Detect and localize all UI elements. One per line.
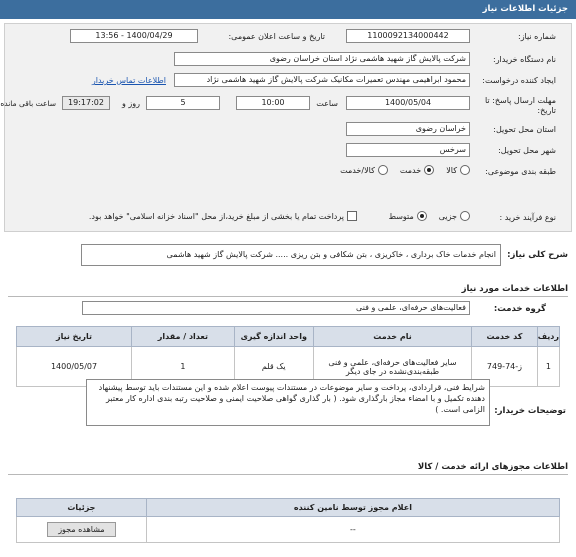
announce-date-label: تاریخ و ساعت اعلان عمومی: [228,32,325,41]
permits-table [16,498,560,543]
creator-label: ایجاد کننده درخواست: [482,76,556,85]
table-header: نام خدمت [313,327,471,347]
radio-icon [378,165,388,175]
deadline-label: مهلت ارسال پاسخ: تا [484,96,556,105]
table-header: اعلام مجوز توسط نامین کننده [146,499,559,517]
radio-icon [460,211,470,221]
need-number-field: 1100092134000442 [346,29,470,43]
radio-selected-icon [417,211,427,221]
creator-field: محمود ابراهیمی مهندس تعمیرات مکانیک شرکت پالایش گاز شهید هاشمی نژاد [174,73,470,87]
service-code-cell: ز-74-749 [472,347,538,387]
permit-status-cell: -- [146,517,559,543]
table-header: واحد اندازه گیری [234,327,313,347]
remaining-time-label: ساعت باقی مانده [0,99,56,108]
city-label: شهر محل تحویل: [498,146,556,155]
section-divider [8,474,568,475]
category-label: طبقه بندی موضوعی: [485,167,556,176]
radio-icon [460,165,470,175]
need-date-cell: 1400/05/07 [17,347,132,387]
services-section-title: اطلاعات خدمات مورد نیاز [461,284,568,294]
process-medium-option[interactable]: متوسط [389,211,427,221]
permit-details-cell [17,517,147,543]
table-header-row [17,327,560,347]
category-options [340,165,470,175]
service-group-label: گروه خدمت: [493,304,546,314]
radio-selected-icon [424,165,434,175]
buyer-contact-link[interactable]: اطلاعات تماس خریدار [91,76,166,85]
buyer-name-field: شرکت پالایش گاز شهید هاشمی نژاد استان خراسان رضوی [174,52,470,66]
table-header: کد خدمت [472,327,538,347]
table-header: تاریخ نیاز [17,327,132,347]
checkbox-icon [347,211,357,221]
table-header: تعداد / مقدار [132,327,235,347]
buyer-description-field: شرایط فنی، قراردادی، پرداخت و سایر موضوعات در مستندات پیوست اعلام شده و این مستندات باید توسط پیشنهاد دهنده تکمیل و با امضاء مجاز بارگذاری شود. ( بار گذاری گواهی صلاحیت ایمنی و صلاحیت رتبه بندی اداره کار معتبر الزامی است. ) [86,379,490,426]
deadline-time-field: 10:00 [236,96,310,110]
treasury-payment-text: پرداخت تمام یا بخشی از مبلغ خرید،از محل "اسناد خزانه اسلامی" خواهد بود. [88,211,344,221]
unit-cell: یک قلم [234,347,313,387]
process-label: نوع فرآیند خرید : [499,213,556,222]
service-group-field: فعالیت‌های حرفه‌ای، علمی و فنی [82,301,470,315]
category-goods-service-option[interactable]: کالا/خدمت [340,165,388,175]
province-field: خراسان رضوی [346,122,470,136]
treasury-payment-checkbox[interactable] [89,211,357,221]
services-table [16,326,560,387]
table-header-row [17,499,560,517]
section-divider [8,296,568,297]
process-options [389,211,470,221]
table-header: جزئیات [17,499,147,517]
row-number-cell: 1 [537,347,559,387]
quantity-cell: 1 [132,347,235,387]
page-title: جزئیات اطلاعات نیاز [482,4,568,14]
city-field: سرخس [346,143,470,157]
province-label: استان محل تحویل: [493,125,556,134]
deadline-date-field: 1400/05/04 [346,96,470,110]
view-permit-button[interactable]: مشاهده مجوز [47,522,115,537]
permits-section-title: اطلاعات مجوزهای ارائه خدمت / کالا [417,462,568,472]
summary-field: انجام خدمات خاک برداری ، خاکریزی ، بتن شکافی و بتن ریزی ..... شرکت پالایش گاز شهید هاشمی [81,244,501,266]
remaining-time-field: 19:17:02 [62,96,110,110]
announce-date-field: 1400/04/29 - 13:56 [70,29,198,43]
deadline-time-label: ساعت [316,99,338,108]
deadline-date-label: تاریخ: [537,106,556,115]
page-header [0,0,576,19]
process-minor-option[interactable]: جزیی [439,211,470,221]
need-number-label: شماره نیاز: [518,32,556,41]
remaining-days-field: 5 [146,96,220,110]
buyer-name-label: نام دستگاه خریدار: [493,55,556,64]
buyer-description-label: توضیحات خریدار: [494,406,566,416]
category-goods-option[interactable]: کالا [446,165,470,175]
category-service-option[interactable]: خدمت [400,165,434,175]
summary-label: شرح کلی نیاز: [507,250,568,260]
service-name-cell: سایر فعالیت‌های حرفه‌ای، علمی و فنی طبقه‌بندی‌نشده در جای دیگر [313,347,471,387]
table-header: ردیف [537,327,559,347]
days-label: روز و [122,99,140,108]
table-row [17,517,560,543]
